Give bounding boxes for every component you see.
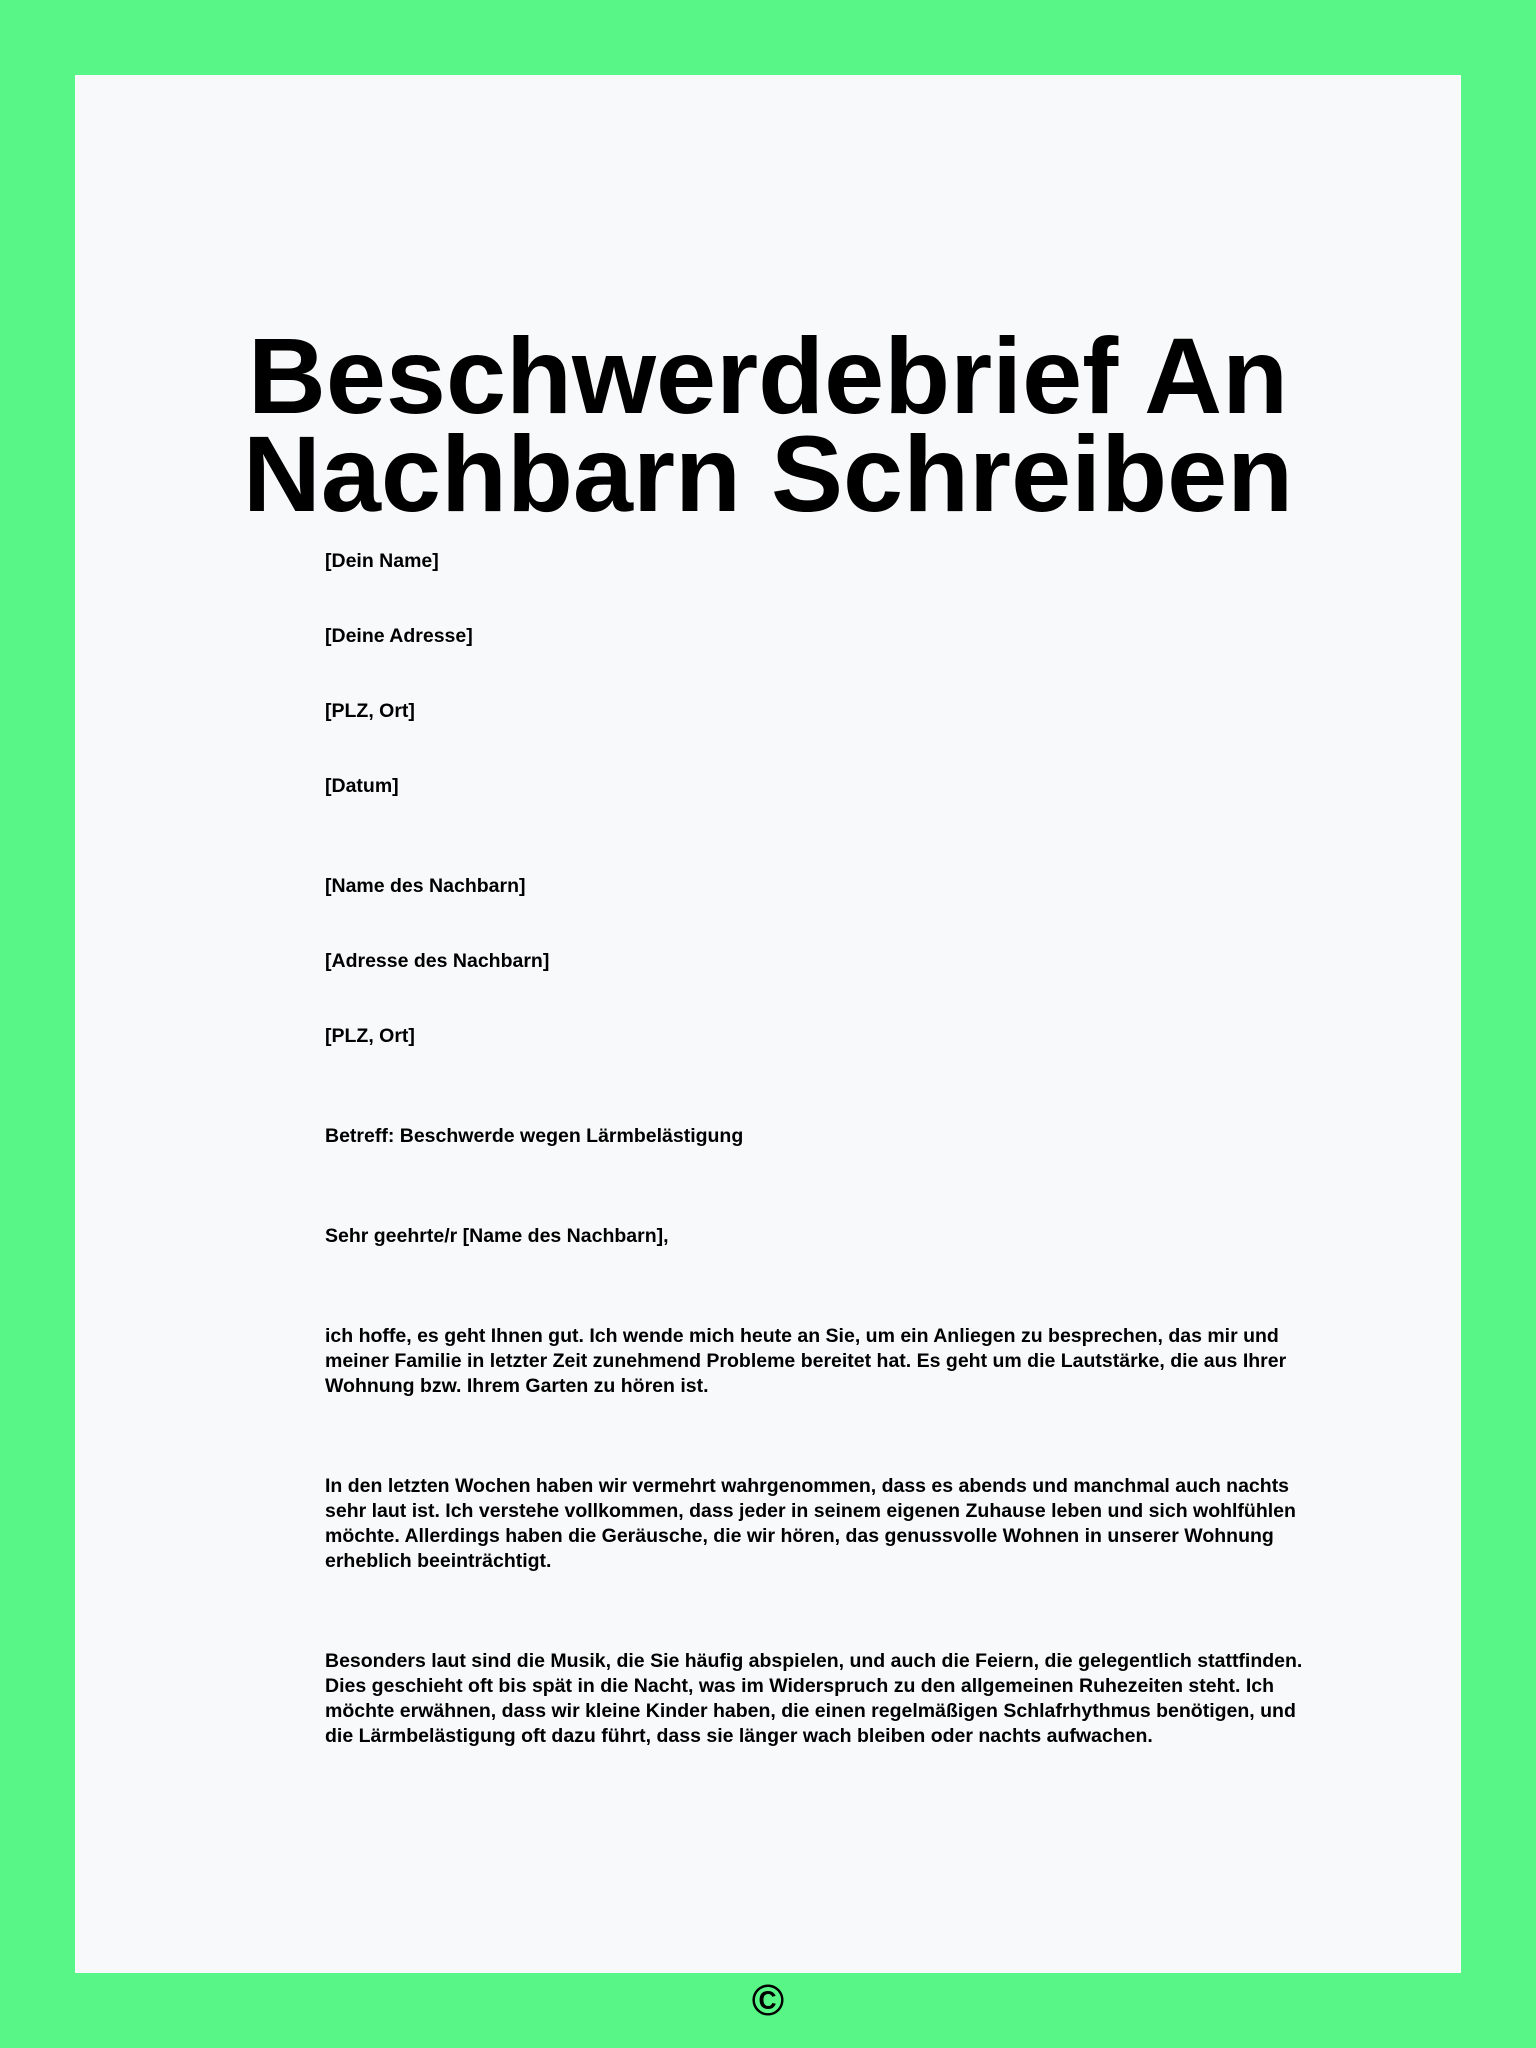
document-page [75,75,1461,2025]
paragraph-line: möchte. Allerdings haben die Geräusche, die wir hören, das genussvolle Wohnen in unserer Wohnung [325,1525,1274,1547]
title-line-2: Nachbarn Schreiben [242,413,1294,534]
recipient-address: [Adresse des Nachbarn] [325,950,550,972]
sender-name: [Dein Name] [325,550,439,572]
body-paragraph-3 [325,1649,1355,1749]
paragraph-line: möchte erwähnen, dass wir kleine Kinder haben, die einen regelmäßigen Schlafrhythmus benötigen, und [325,1700,1296,1722]
paragraph-line: ich hoffe, es geht Ihnen gut. Ich wende mich heute an Sie, um ein Anliegen zu besprechen, das mir und [325,1325,1279,1347]
copyright-icon: © [751,1976,785,2025]
recipient-city: [PLZ, Ort] [325,1025,415,1047]
letter-salutation: Sehr geehrte/r [Name des Nachbarn], [325,1225,669,1247]
paragraph-line: die Lärmbelästigung oft dazu führt, dass sie länger wach bleiben oder nachts aufwachen. [325,1725,1153,1747]
sender-address: [Deine Adresse] [325,625,473,647]
paragraph-line: meiner Familie in letzter Zeit zunehmend Probleme bereitet hat. Es geht um die Lautstärke, die aus Ihrer [325,1350,1287,1372]
sender-city: [PLZ, Ort] [325,700,415,722]
body-paragraph-2 [325,1474,1355,1574]
document-title [75,315,1461,534]
letter-subject: Betreff: Beschwerde wegen Lärmbelästigung [325,1125,744,1147]
paragraph-line: Besonders laut sind die Musik, die Sie häufig abspielen, und auch die Feiern, die gelegentlich stattfinden. [325,1650,1303,1672]
paragraph-line: In den letzten Wochen haben wir vermehrt wahrgenommen, dass es abends und manchmal auch nachts [325,1475,1290,1497]
paragraph-line: sehr laut ist. Ich verstehe vollkommen, dass jeder in seinem eigenen Zuhause leben und sich wohlfühlen [325,1500,1296,1522]
recipient-name: [Name des Nachbarn] [325,875,526,897]
title-line-1: Beschwerdebrief An [247,315,1289,436]
paragraph-line: erheblich beeinträchtigt. [325,1550,552,1572]
paragraph-line: Dies geschieht oft bis spät in die Nacht, was im Widerspruch zu den allgemeinen Ruhezeiten steht. Ich [325,1675,1275,1697]
body-paragraph-1 [325,1324,1355,1399]
paragraph-line: Wohnung bzw. Ihrem Garten zu hören ist. [325,1375,709,1397]
letter-date: [Datum] [325,775,399,797]
